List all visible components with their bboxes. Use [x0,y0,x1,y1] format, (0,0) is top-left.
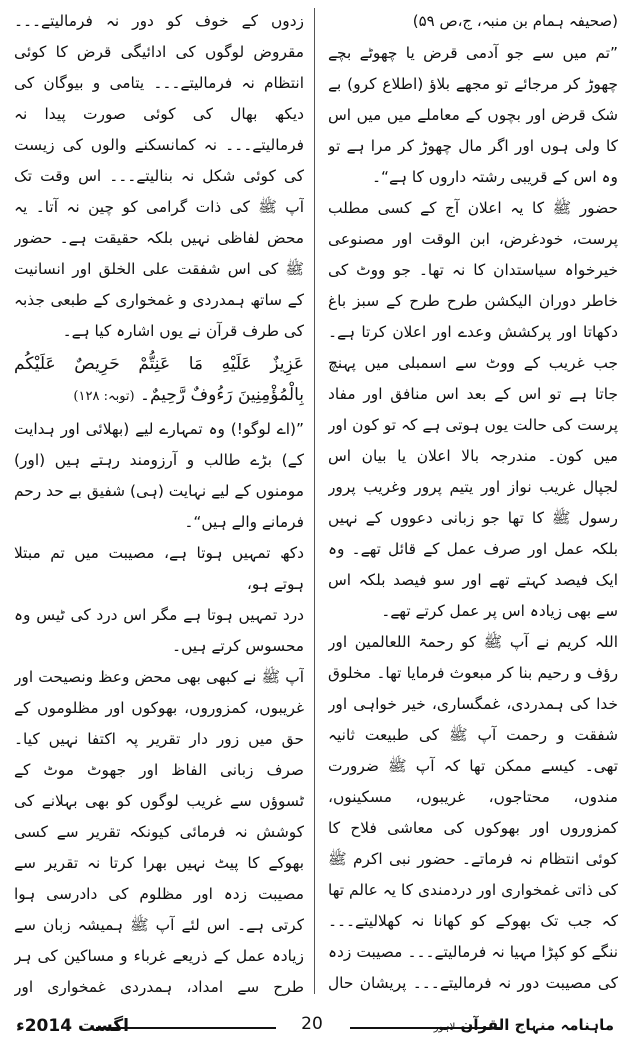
hadith-quote: ”تم میں سے جو آدمی قرض یا چھوٹے بچے چھوڑ کر مرجائے تو مجھے بلاؤ (اطلاع کرو) بے شک قرض اور بچوں کے معاملے میں میں اس کا ولی ہوں اور اگر مال چھوڑ کر مرا ہے تو وہ اس کے قریبی رشتہ داروں کا ہے“۔ [328,44,618,186]
right-column [328,6,618,996]
body-paragraph: اللہ کریم نے آپ ﷺ کو رحمۃ اللعالمین اور رؤف و رحیم بنا کر مبعوث فرمایا تھا۔ مخلوق خدا کی ہمدردی، غمگساری، خیر خواہی اور شفقت و رحمت آپ ﷺ کی طبیعت ثانیہ تھی۔ کیسے ممکن تھا کہ آپ ﷺ ضرورت مندوں، محتاجوں، غریبوں، مسکینوں، کمزوروں اور بھوکوں کی معاشی فلاح کا کوئی انتظام نہ فرماتے۔ حضور نبی اکرم ﷺ کی ذاتی غمخواری اور دردمندی کا یہ عالم تھا کہ جب تک بھوکے کو کھانا نہ کھلالیتے۔۔۔ ننگے کو کپڑا مہیا نہ فرمالیتے۔۔۔ مصیبت زدہ کی مصیبت دور نہ فرمالیتے۔۔۔ پریشان حال [328,633,618,992]
issue-date: اگست 2014ء [16,1016,129,1036]
body-paragraph: آپ ﷺ نے کبھی بھی محض وعظ ونصیحت اور غریبوں، کمزوروں، بھوکوں اور مظلوموں کے حق میں زور دار تقریر پہ اکتفا نہیں کیا۔ صرف زبانی الفاظ اور جھوٹ موٹ کے ٹسوؤں سے غریب لوگوں کو بھی بہلانے کی کوشش نہ فرمائی کیونکہ تقریر سے کسی بھوکے کا پیٹ نہیں بھرا کرتا نہ تقریر سے مصیبت زدہ اور مظلوم کی دادرسی ہوا کرتی ہے۔ اس لئے آپ ﷺ ہمیشہ زبان سے زیادہ عمل کے ذریعے غرباء و مساکین کی ہر طرح سے امداد، ہمدردی غمخواری اور [14,668,304,996]
magazine-name [434,1016,614,1034]
left-column [14,6,304,996]
quran-verse [14,349,304,412]
page-footer [0,1010,628,1046]
page-number: 20 [301,1014,323,1034]
verse-translation: ”(اے لوگو!) وہ تمہارے لیے (بھلائی اور ہدایت کے) بڑے طالب و آرزومند رہتے ہیں (اور) مومنوں کے لیے نہایت (ہی) شفیق بے حد رحم فرمانے والے ہیں“۔ [14,420,304,531]
magazine-title: ماہنامہ منہاج القرآن [460,1016,614,1034]
magazine-city: لاہور [433,1022,456,1033]
body-paragraph: حضور ﷺ کا یہ اعلان آج کے کسی مطلب پرست، خودغرض، ابن الوقت اور مصنوعی خیرخواہ سیاستدان کا نہ تھا۔ جو ووٹ کی خاطر دوران الیکشن طرح طرح کے سبز باغ دکھاتا اور پرکشش وعدے اور اعلان کرتا ہے۔ جب غریب کے ووٹ سے اسمبلی میں پہنچ جاتا ہے تو اس کے بعد اس منافق اور مفاد پرست کی حالت یوں ہوتی ہے کہ تو کون اور میں کون۔ مندرجہ بالا اعلان یا بیان اس لجپال غریب نواز اور یتیم پرور وغریب پرور رسول ﷺ کا تھا جو زبانی دعووں کے نہیں بلکہ عمل اور صرف عمل کے قائل تھے۔ وہ ایک فیصد کہتے تھے اور سو فیصد بلکہ اس سے بھی زیادہ اس پر عمل کرتے تھے۔ [328,199,618,620]
quran-verse-text: عَزِيزٌ عَلَيْهِ مَا عَنِتُّمْ حَرِيصٌ عَلَيْكُم بِالْمُؤْمِنِينَ رَءُوفٌ رَّحِيمٌ۔ [14,354,304,405]
couplet-line: درد تمہیں ہوتا ہے مگر اس درد کی ٹیس وہ محسوس کرتے ہیں۔ [14,606,304,655]
column-divider [314,8,315,994]
body-paragraph: زدوں کے خوف کو دور نہ فرمالیتے۔۔۔ مقروض لوگوں کی ادائیگی قرض کا کوئی انتظام نہ فرمالیتے۔۔۔ یتامی و بیوگان کی دیکھ بھال کی کوئی صورت پیدا نہ فرمالیتے۔۔۔ نہ کمانسکنے والوں کی زیست کی کوئی شکل نہ بنالیتے۔۔۔ اس وقت تک آپ ﷺ کی ذات گرامی کو چین نہ آتا۔ یہ محض لفاظی نہیں بلکہ حقیقت ہے۔ حضور ﷺ کی اس شفقت علی الخلق اور انسانیت کے ساتھ ہمدردی و غمخواری کے طبعی جذبہ کی طرف قرآن نے یوں اشارہ کیا ہے۔ [14,12,304,340]
hadith-source: (صحیفہ ہمام بن منبہ، ج،ص ۵۹) [412,12,618,30]
quran-verse-reference: (توبہ: ۱۲۸) [73,389,135,404]
couplet-line: دکھ تمہیں ہوتا ہے، مصیبت میں تم مبتلا ہوتے ہو، [14,544,304,593]
